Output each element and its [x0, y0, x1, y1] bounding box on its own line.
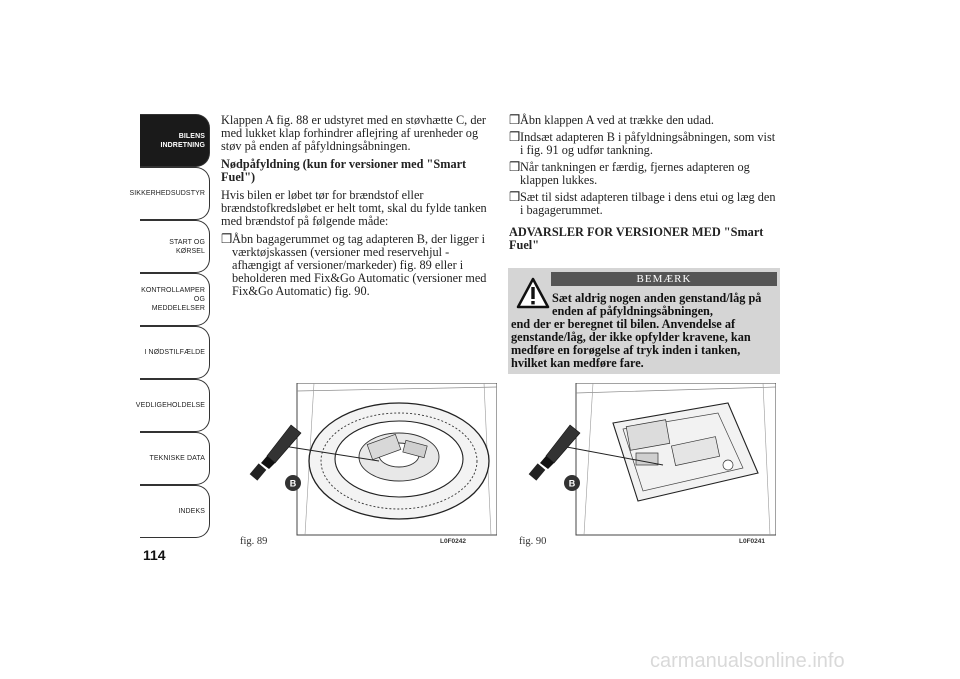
tab-label: BILENS INDRETNING — [160, 132, 205, 149]
list-item: ❒ Åbn bagagerummet og tag adapteren B, der ligger i værktøjskassen (versioner med reservehjul - afhængigt af versioner/markeder) fig. 89 eller i beholderen med Fix&Go Automatic (versioner med Fix&Go Automatic) fig. 90. — [221, 232, 487, 298]
bullet-box-icon: ❒ — [221, 232, 233, 246]
section-heading: Nødpåfyldning (kun for versioner med "Smart Fuel") — [221, 157, 467, 184]
tab-label: I NØDSTILFÆLDE — [144, 349, 205, 356]
page-number: 114 — [143, 547, 166, 563]
tab-bilens-indretning[interactable] — [140, 114, 210, 167]
warnings-heading: ADVARSLER FOR VERSIONER MED "Smart Fuel" — [509, 225, 764, 252]
tab-sikkerhedsudstyr[interactable] — [129, 167, 210, 220]
list-item: ❒ Når tankningen er færdig, fjernes adapteren og klappen lukkes. — [509, 160, 750, 187]
label-b: B — [289, 478, 297, 489]
tab-label: SIKKERHEDSUDSTYR — [129, 190, 205, 197]
bullet-box-icon: ❒ — [509, 113, 521, 127]
watermark: carmanualsonline.info — [650, 650, 845, 672]
chapter-tabs — [129, 114, 210, 538]
body-paragraph: Hvis bilen er løbet tør for brændstof eller brændstofkredsløbet er helt tomt, skal du fylde tanken med brændstof på følgende måde: — [221, 188, 487, 228]
tab-label: INDEKS — [178, 508, 205, 515]
fix-and-go-illustration — [518, 383, 776, 539]
tab-label: VEDLIGEHOLDELSE — [135, 402, 205, 409]
tab-vedligeholdelse[interactable] — [135, 379, 210, 432]
list-item: ❒ Åbn klappen A ved at trække den udad. — [509, 113, 715, 127]
tab-label: START OG KØRSEL — [169, 238, 205, 255]
tab-i-nodstilfaelde[interactable] — [140, 326, 210, 379]
label-b: B — [568, 478, 576, 489]
bullet-box-icon: ❒ — [509, 190, 521, 204]
tab-label: KONTROLLAMPER OG MEDDELELSER — [141, 287, 205, 312]
figure-90 — [518, 383, 776, 539]
tab-indeks[interactable] — [140, 485, 210, 538]
list-item: ❒ Sæt til sidst adapteren tilbage i dens etui og læg den i bagagerummet. — [509, 190, 776, 217]
figure-caption: fig. 90 — [519, 536, 547, 547]
tab-kontrollamper[interactable] — [140, 273, 210, 326]
spare-wheel-illustration — [239, 383, 497, 539]
left-column — [221, 114, 496, 302]
tab-tekniske-data[interactable] — [140, 432, 210, 485]
right-column — [509, 114, 781, 257]
tab-start-og-korsel[interactable] — [140, 220, 210, 273]
list-item: ❒ Indsæt adapteren B i påfyldningsåbningen, som vist i fig. 91 og udfør tankning. — [509, 130, 776, 157]
figure-89 — [239, 383, 497, 539]
figure-code: L0F0242 — [440, 538, 467, 545]
bullet-box-icon: ❒ — [509, 130, 521, 144]
intro-paragraph: Klappen A fig. 88 er udstyret med en støvhætte C, der med lukket klap forhindrer aflejring af urenheder og støv på enden af påfyldningsåbningen. — [221, 113, 487, 153]
tab-label: TEKNISKE DATA — [149, 455, 205, 462]
figure-caption: fig. 89 — [240, 536, 268, 547]
figure-code: L0F0241 — [739, 538, 766, 545]
bullet-box-icon: ❒ — [509, 160, 521, 174]
note-box — [508, 268, 780, 374]
note-title: BEMÆRK — [551, 272, 777, 286]
note-text: Sæt aldrig nogen anden genstand/låg på enden af påfyldningsåbningen, end der er beregnet til bilen. Anvendelse af genstande/låg, der ikke opfylder kravene, kan medføre en forøgelse af tryk inden i tanken, hvilket kan medføre fare. — [511, 291, 762, 370]
